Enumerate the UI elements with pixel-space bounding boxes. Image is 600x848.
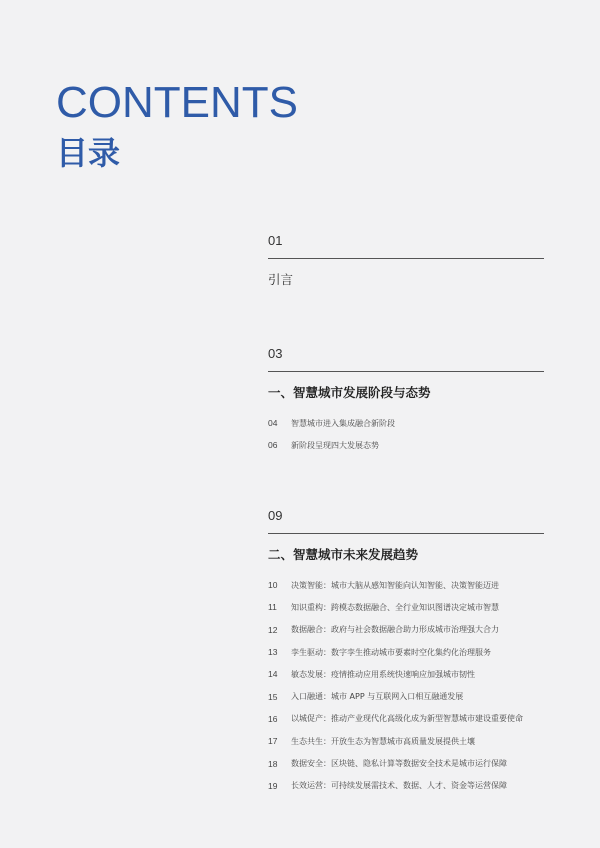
section-title[interactable]: 引言 [268, 272, 294, 287]
toc-item[interactable] [268, 596, 544, 618]
toc-item[interactable] [268, 752, 544, 774]
toc-item-page: 16 [268, 713, 278, 724]
toc-section-1 [268, 346, 544, 457]
toc-item-text: 生态共生：开放生态为智慧城市高质量发展提供土壤 [291, 736, 475, 746]
toc-item-text: 数据融合：政府与社会数据融合助力形成城市治理强大合力 [291, 625, 499, 635]
toc-item-page: 18 [268, 758, 278, 769]
toc-item-text: 数据安全：区块链、隐私计算等数据安全技术是城市运行保障 [291, 759, 507, 769]
toc-item-text: 入口融通：城市 APP 与互联网入口相互融通发展 [291, 692, 464, 702]
toc-item[interactable] [268, 730, 544, 752]
toc-item-text: 敏态发展：疫情推动应用系统快速响应加强城市韧性 [291, 669, 475, 679]
toc-item-page: 12 [268, 624, 278, 635]
toc-item[interactable] [268, 434, 544, 456]
toc-item-text: 以城促产：推动产业现代化高级化成为新型智慧城市建设重要使命 [291, 714, 523, 724]
toc-item-text: 智慧城市进入集成融合新阶段 [291, 418, 395, 428]
toc-item-page: 06 [268, 440, 278, 451]
toc-item-page: 15 [268, 691, 278, 702]
toc-item-text: 长效运营：可持续发展需技术、数据、人才、资金等运营保障 [291, 781, 507, 791]
section-title[interactable]: 一、智慧城市发展阶段与态势 [268, 385, 431, 400]
toc-item-page: 04 [268, 418, 278, 429]
section-items [268, 412, 544, 457]
toc-item[interactable] [268, 708, 544, 730]
section-items [268, 574, 544, 797]
toc-item[interactable] [268, 412, 544, 434]
toc-item-text: 孪生驱动：数字孪生推动城市要素时空化集约化治理服务 [291, 647, 491, 657]
toc-item-text: 决策智能：城市大脑从感知智能向认知智能、决策智能迈进 [291, 580, 499, 590]
toc-item-page: 11 [268, 602, 277, 613]
section-page-number[interactable]: 01 [268, 233, 283, 248]
section-page-number[interactable]: 09 [268, 508, 283, 523]
contents-title-zh: 目录 [56, 134, 121, 172]
section-page-number[interactable]: 03 [268, 346, 283, 361]
toc-item[interactable] [268, 641, 544, 663]
toc-item[interactable] [268, 574, 544, 596]
toc-item[interactable] [268, 619, 544, 641]
section-divider [268, 533, 544, 534]
toc-item-text: 新阶段呈现四大发展态势 [291, 440, 379, 450]
section-divider [268, 371, 544, 372]
toc-item[interactable] [268, 775, 544, 797]
section-divider [268, 258, 544, 259]
toc-item-text: 知识重构：跨模态数据融合、全行业知识图谱决定城市智慧 [291, 602, 499, 612]
toc-item-page: 14 [268, 669, 278, 680]
toc-item-page: 19 [268, 780, 278, 791]
toc-item[interactable] [268, 685, 544, 707]
toc-item-page: 13 [268, 647, 278, 658]
toc-item-page: 17 [268, 736, 278, 747]
toc-item-page: 10 [268, 580, 278, 591]
toc-section-2 [268, 508, 544, 797]
contents-title-en: CONTENTS [56, 78, 298, 127]
toc-section-intro [268, 233, 544, 288]
section-title[interactable]: 二、智慧城市未来发展趋势 [268, 547, 419, 562]
toc-item[interactable] [268, 663, 544, 685]
